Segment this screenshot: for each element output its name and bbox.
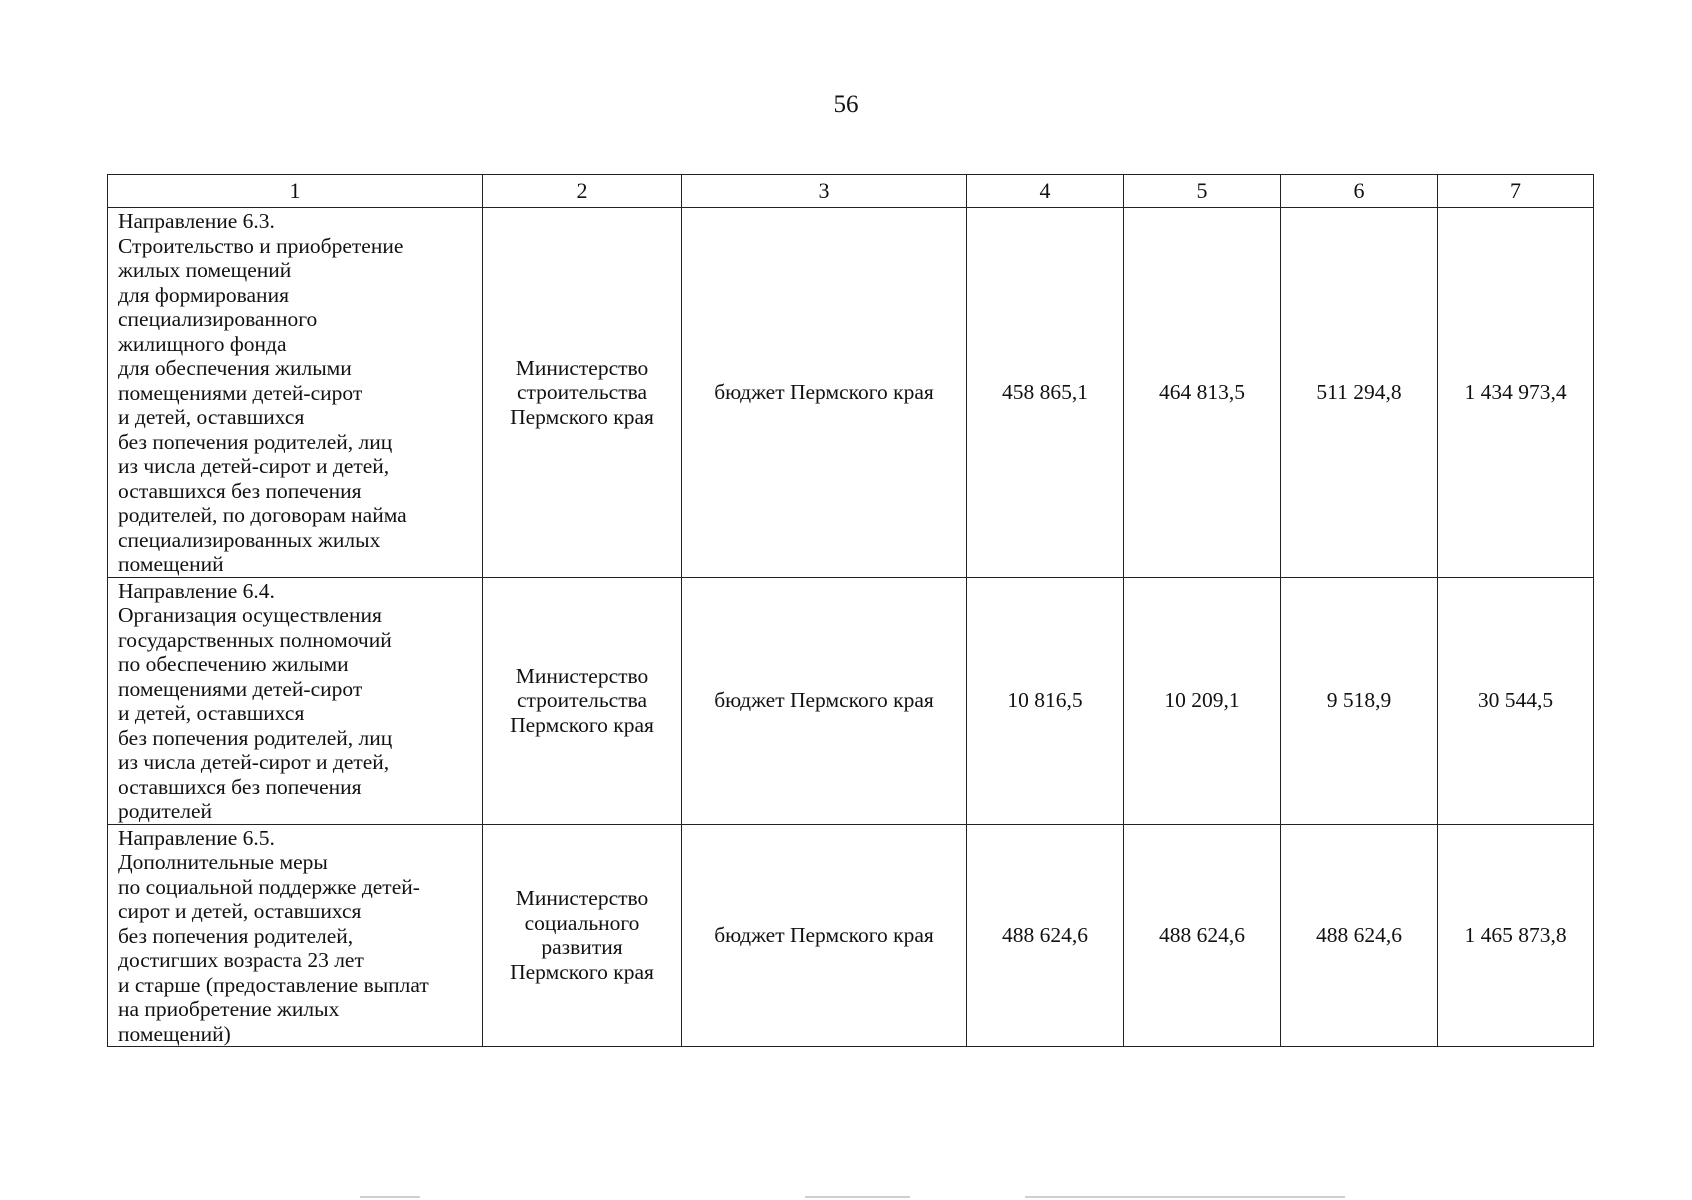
executor-cell: Министерство социального развития Пермского края	[483, 824, 682, 1047]
amount-cell: 9 518,9	[1281, 577, 1438, 824]
column-number-header: 3	[682, 175, 967, 208]
scan-artifact	[805, 1196, 910, 1198]
amount-cell: 10 816,5	[967, 577, 1124, 824]
direction-cell: Направление 6.4. Организация осуществления государственных полномочий по обеспечению жилыми помещениями детей-сирот и детей, оставшихся без попечения родителей, лиц из числа детей-сирот и детей, оставшихся без попечения родителей	[108, 577, 483, 824]
column-number-header: 7	[1438, 175, 1594, 208]
amount-cell: 10 209,1	[1124, 577, 1281, 824]
total-cell: 1 434 973,4	[1438, 208, 1594, 578]
budget-table	[107, 174, 1594, 1047]
table-header-row	[108, 175, 1594, 208]
executor-cell: Министерство строительства Пермского края	[483, 208, 682, 578]
table-row	[108, 577, 1594, 824]
amount-cell: 464 813,5	[1124, 208, 1281, 578]
funding-source-cell: бюджет Пермского края	[682, 208, 967, 578]
executor-cell: Министерство строительства Пермского края	[483, 577, 682, 824]
scan-artifact	[1025, 1196, 1345, 1198]
funding-source-cell: бюджет Пермского края	[682, 824, 967, 1047]
amount-cell: 458 865,1	[967, 208, 1124, 578]
page-number: 56	[833, 91, 859, 118]
direction-cell: Направление 6.5. Дополнительные меры по социальной поддержке детей- сирот и детей, оставшихся без попечения родителей, достигших возраста 23 лет и старше (предоставление выплат на приобретение жилых помещений)	[108, 824, 483, 1047]
total-cell: 30 544,5	[1438, 577, 1594, 824]
funding-source-cell: бюджет Пермского края	[682, 577, 967, 824]
amount-cell: 488 624,6	[1281, 824, 1438, 1047]
amount-cell: 488 624,6	[967, 824, 1124, 1047]
column-number-header: 5	[1124, 175, 1281, 208]
table-row	[108, 208, 1594, 578]
column-number-header: 4	[967, 175, 1124, 208]
direction-cell: Направление 6.3. Строительство и приобретение жилых помещений для формирования специализированного жилищного фонда для обеспечения жилыми помещениями детей-сирот и детей, оставшихся без попечения родителей, лиц из числа детей-сирот и детей, оставшихся без попечения родителей, по договорам найма специализированных жилых помещений	[108, 208, 483, 578]
column-number-header: 6	[1281, 175, 1438, 208]
total-cell: 1 465 873,8	[1438, 824, 1594, 1047]
amount-cell: 488 624,6	[1124, 824, 1281, 1047]
column-number-header: 2	[483, 175, 682, 208]
amount-cell: 511 294,8	[1281, 208, 1438, 578]
table-row	[108, 824, 1594, 1047]
column-number-header: 1	[108, 175, 483, 208]
scan-artifact	[360, 1196, 420, 1198]
